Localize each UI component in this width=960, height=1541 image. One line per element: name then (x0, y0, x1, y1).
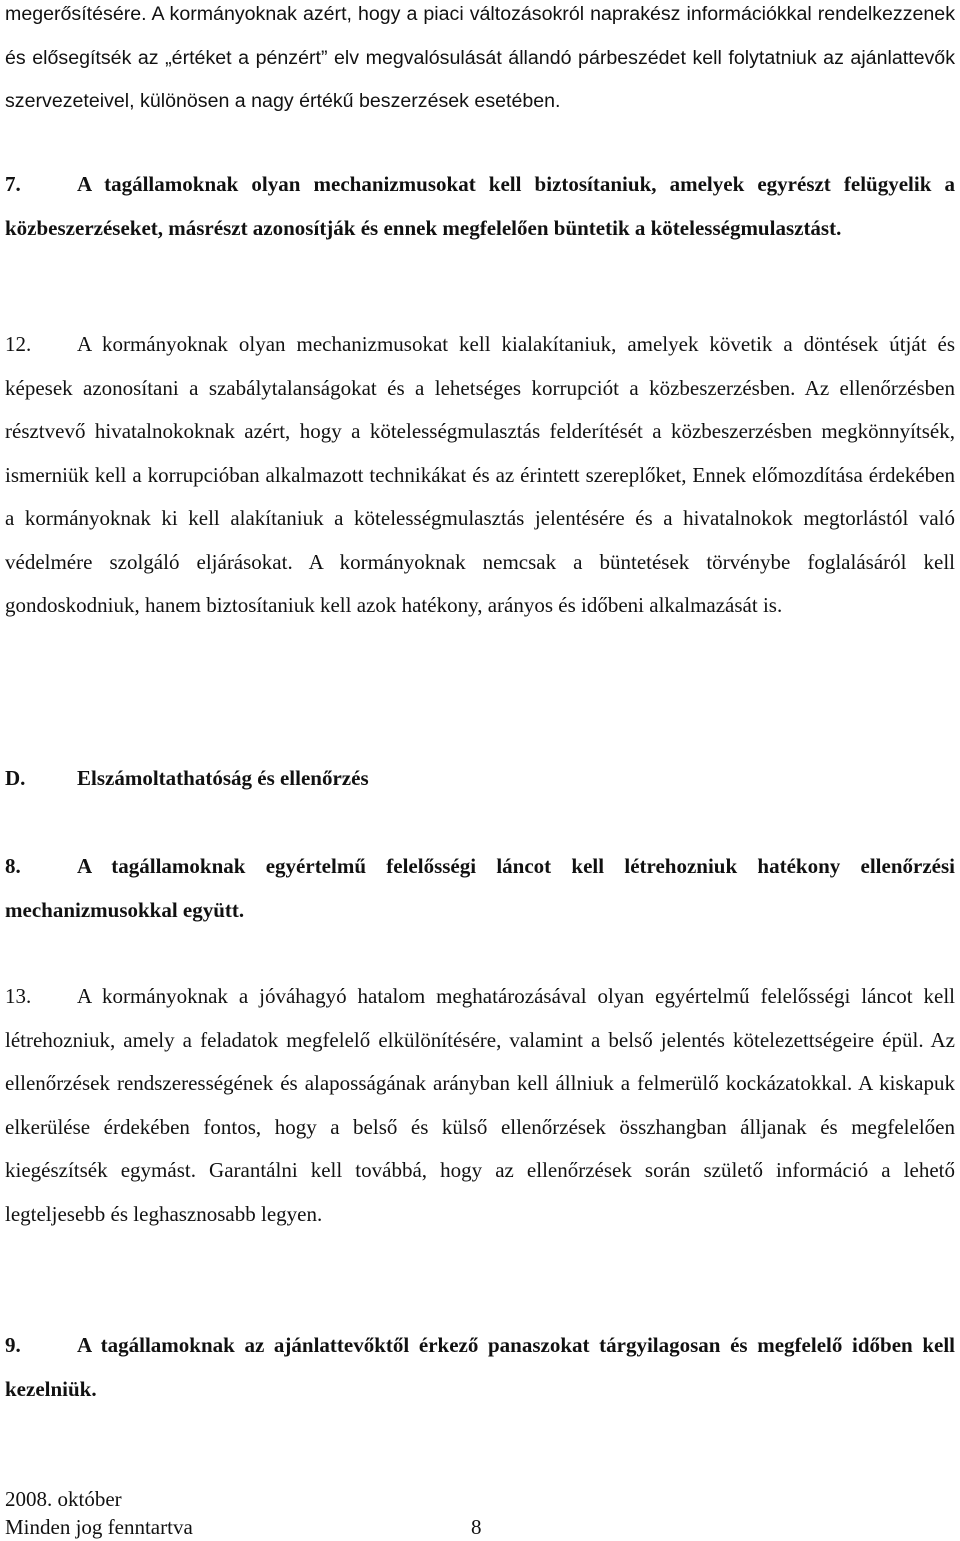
principle-9 (5, 1324, 955, 1411)
paragraph-13 (5, 975, 955, 1236)
principle-8-number: 8. (5, 854, 21, 878)
principle-7-number: 7. (5, 172, 21, 196)
principle-9-number: 9. (5, 1333, 21, 1357)
principle-8-text: A tagállamoknak egyértelmű felelősségi láncot kell létrehozniuk hatékony ellenőrzési mechanizmusokkal együtt. (5, 854, 955, 922)
paragraph-13-number: 13. (5, 984, 32, 1008)
paragraph-13-text: A kormányoknak a jóváhagyó hatalom meghatározásával olyan egyértelmű felelősségi láncot kell létrehozniuk, amely a feladatok megfelelő elkülönítésére, valamint a belső jelentés kötelezettségeire épül. Az ellenőrzések rendszerességének és alaposságának arányban kell állniuk a felmerülő kockázatokkal. A kiskapuk elkerülése érdekében fontos, hogy a belső és külső ellenőrzések összhangban álljanak és megfelelően kiegészítsék egymást. Garantálni kell továbbá, hogy az ellenőrzések során születő információ a lehető legteljesebb és leghasznosabb legyen. (5, 984, 955, 1226)
paragraph-12-number: 12. (5, 332, 32, 356)
footer-rights: Minden jog fenntartva (5, 1515, 193, 1539)
section-d-letter: D. (5, 766, 26, 790)
principle-9-text: A tagállamoknak az ajánlattevőktől érkező panaszokat tárgyilagosan és megfelelő időben kell kezelniük. (5, 1333, 955, 1401)
principle-8 (5, 845, 955, 932)
section-d-title: Elszámoltathatóság és ellenőrzés (77, 766, 369, 790)
footer-page-number: 8 (471, 1515, 482, 1539)
principle-7 (5, 163, 955, 250)
footer-date: 2008. október (5, 1487, 122, 1511)
paragraph-12 (5, 323, 955, 628)
intro-text: megerősítésére. A kormányoknak azért, hogy a piaci változásokról naprakész információkkal rendelkezzenek és elősegítsék az „értéket a pénzért” elv megvalósulását állandó párbeszédet kell folytatniuk az ajánlattevők szervezeteivel, különösen a nagy értékű beszerzések esetében. (5, 3, 955, 112)
intro-paragraph (5, 0, 955, 124)
paragraph-12-text: A kormányoknak olyan mechanizmusokat kell kialakítaniuk, amelyek követik a döntések útját és képesek azonosítani a szabálytalanságokat és a lehetséges korrupciót a közbeszerzésben. Az ellenőrzésben résztvevő hivatalnokoknak azért, hogy a kötelességmulasztás felderítését a közbeszerzésben megkönnyítsék, ismerniük kell a korrupcióban alkalmazott technikákat és az érintett szereplőket, Ennek előmozdítása érdekében a kormányoknak ki kell alakítaniuk a kötelességmulasztás jelentésére és a hivatalnokok megtorlástól való védelmére szolgáló eljárásokat. A kormányoknak nemcsak a büntetések törvénybe foglalásáról kell gondoskodniuk, hanem biztosítaniuk kell azok hatékony, arányos és időbeni alkalmazását is. (5, 332, 955, 617)
section-d-heading (5, 757, 955, 801)
principle-7-text: A tagállamoknak olyan mechanizmusokat kell biztosítaniuk, amelyek egyrészt felügyelik a közbeszerzéseket, másrészt azonosítják és ennek megfelelően büntetik a kötelességmulasztást. (5, 172, 955, 240)
